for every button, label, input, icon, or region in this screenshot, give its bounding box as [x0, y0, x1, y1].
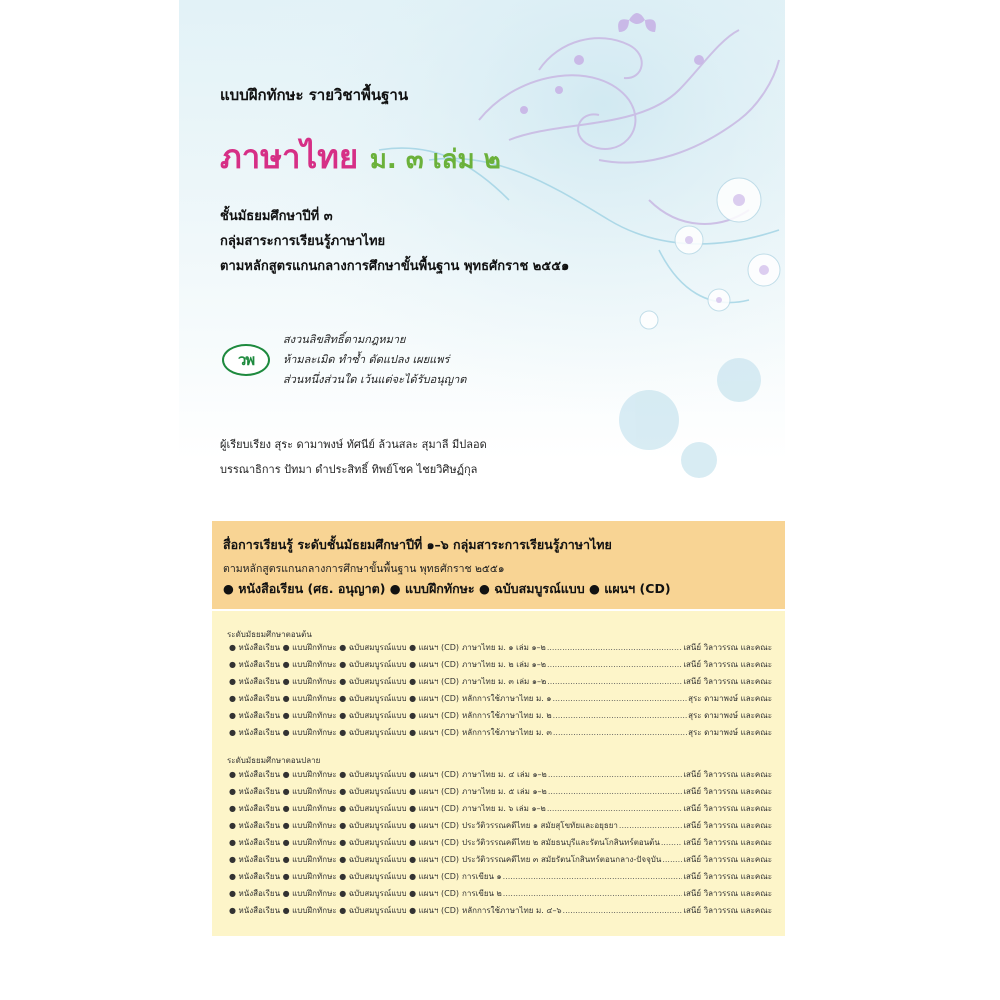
curriculum-line: ตามหลักสูตรแกนกลางการศึกษาขั้นพื้นฐาน พุทธศักราช ๒๕๕๑	[220, 259, 570, 274]
catalog-row-author: เสนีย์ วิลาวรรณ และคณะ	[683, 660, 772, 669]
catalog-row-book: การเขียน ๒	[461, 889, 502, 898]
catalog-row-prefix: ● หนังสือเรียน ● แบบฝึกทักษะ ● ฉบับสมบูรณ์แบบ ● แผนฯ (CD)	[229, 855, 459, 864]
catalog-row	[229, 709, 772, 722]
catalog-row-author: เสนีย์ วิลาวรรณ และคณะ	[683, 906, 772, 915]
copyright-line-1: สงวนลิขสิทธิ์ตามกฎหมาย	[283, 333, 406, 346]
publisher-logo	[222, 344, 270, 376]
catalog-row-book: หลักการใช้ภาษาไทย ม. ๔–๖	[461, 906, 562, 915]
catalog-row-author: สุระ ดามาพงษ์ และคณะ	[688, 711, 772, 720]
catalog-row	[229, 641, 772, 654]
catalog-row-book: ภาษาไทย ม. ๕ เล่ม ๑–๒	[461, 787, 547, 796]
catalog-row-book: ภาษาไทย ม. ๒ เล่ม ๑–๒	[461, 660, 547, 669]
catalog-box	[212, 611, 785, 936]
catalog-row-author: เสนีย์ วิลาวรรณ และคณะ	[683, 677, 772, 686]
leader-dots	[547, 804, 682, 813]
catalog-row-prefix: ● หนังสือเรียน ● แบบฝึกทักษะ ● ฉบับสมบูรณ์แบบ ● แผนฯ (CD)	[229, 677, 459, 686]
catalog-row	[229, 675, 772, 688]
catalog-row-prefix: ● หนังสือเรียน ● แบบฝึกทักษะ ● ฉบับสมบูรณ์แบบ ● แผนฯ (CD)	[229, 872, 459, 881]
leader-dots	[553, 711, 687, 720]
catalog-row-prefix: ● หนังสือเรียน ● แบบฝึกทักษะ ● ฉบับสมบูรณ์แบบ ● แผนฯ (CD)	[229, 643, 459, 652]
title-subject: ภาษาไทย	[220, 137, 359, 176]
catalog-row-book: ประวัติวรรณคดีไทย ๑ สมัยสุโขทัยและอยุธยา	[461, 821, 618, 830]
catalog-row-prefix: ● หนังสือเรียน ● แบบฝึกทักษะ ● ฉบับสมบูรณ์แบบ ● แผนฯ (CD)	[229, 906, 459, 915]
catalog-row-book: ภาษาไทย ม. ๖ เล่ม ๑–๒	[461, 804, 546, 813]
publisher-logo-text: วพ	[237, 351, 255, 369]
catalog-row-prefix: ● หนังสือเรียน ● แบบฝึกทักษะ ● ฉบับสมบูรณ์แบบ ● แผนฯ (CD)	[229, 838, 459, 847]
lower-secondary-heading: ระดับมัธยมศึกษาตอนต้น	[227, 630, 312, 639]
book-cover-page	[179, 0, 785, 1000]
catalog-row-book: ประวัติวรรณคดีไทย ๓ สมัยรัตนโกสินทร์ตอนกลาง-ปัจจุบัน	[461, 855, 662, 864]
catalog-row	[229, 785, 772, 798]
catalog-row-author: สุระ ดามาพงษ์ และคณะ	[688, 694, 772, 703]
catalog-row-prefix: ● หนังสือเรียน ● แบบฝึกทักษะ ● ฉบับสมบูรณ์แบบ ● แผนฯ (CD)	[229, 804, 459, 813]
leader-dots	[503, 872, 683, 881]
catalog-row-prefix: ● หนังสือเรียน ● แบบฝึกทักษะ ● ฉบับสมบูรณ์แบบ ● แผนฯ (CD)	[229, 660, 459, 669]
leader-dots	[662, 855, 682, 864]
subject-group-line: กลุ่มสาระการเรียนรู้ภาษาไทย	[220, 234, 386, 249]
catalog-row-author: เสนีย์ วิลาวรรณ และคณะ	[683, 804, 772, 813]
catalog-row	[229, 819, 772, 832]
upper-secondary-heading: ระดับมัธยมศึกษาตอนปลาย	[227, 756, 321, 765]
copyright-line-3: ส่วนหนึ่งส่วนใด เว้นแต่จะได้รับอนุญาต	[283, 373, 467, 386]
catalog-row-author: เสนีย์ วิลาวรรณ และคณะ	[683, 787, 772, 796]
catalog-row-prefix: ● หนังสือเรียน ● แบบฝึกทักษะ ● ฉบับสมบูรณ์แบบ ● แผนฯ (CD)	[229, 694, 459, 703]
catalog-row-author: เสนีย์ วิลาวรรณ และคณะ	[683, 643, 772, 652]
catalog-row-book: การเขียน ๑	[461, 872, 502, 881]
copyright-line-2: ห้ามละเมิด ทำซ้ำ ดัดแปลง เผยแพร่	[283, 353, 450, 366]
catalog-row-prefix: ● หนังสือเรียน ● แบบฝึกทักษะ ● ฉบับสมบูรณ์แบบ ● แผนฯ (CD)	[229, 770, 459, 779]
catalog-row-author: เสนีย์ วิลาวรรณ และคณะ	[683, 770, 772, 779]
leader-dots	[503, 889, 683, 898]
catalog-row-book: ภาษาไทย ม. ๔ เล่ม ๑–๒	[461, 770, 547, 779]
title-level: ม. ๓ เล่ม ๒	[369, 145, 501, 175]
catalog-row-book: ประวัติวรรณคดีไทย ๒ สมัยธนบุรีและรัตนโกสินทร์ตอนต้น	[461, 838, 660, 847]
catalog-row	[229, 870, 772, 883]
catalog-row-author: เสนีย์ วิลาวรรณ และคณะ	[683, 855, 772, 864]
catalog-row-book: ภาษาไทย ม. ๓ เล่ม ๑–๒	[461, 677, 547, 686]
grade-line: ชั้นมัธยมศึกษาปีที่ ๓	[220, 209, 333, 224]
leader-dots	[619, 821, 682, 830]
catalog-row	[229, 904, 772, 917]
catalog-row-book: ภาษาไทย ม. ๑ เล่ม ๑–๒	[461, 643, 546, 652]
leader-dots	[547, 660, 682, 669]
media-box-items: ● หนังสือเรียน (ศธ. อนุญาต) ● แบบฝึกทักษะ ● ฉบับสมบูรณ์แบบ ● แผนฯ (CD)	[223, 581, 671, 596]
catalog-row	[229, 802, 772, 815]
catalog-row-prefix: ● หนังสือเรียน ● แบบฝึกทักษะ ● ฉบับสมบูรณ์แบบ ● แผนฯ (CD)	[229, 889, 459, 898]
catalog-row	[229, 836, 772, 849]
catalog-row-author: เสนีย์ วิลาวรรณ และคณะ	[683, 872, 772, 881]
catalog-row	[229, 726, 772, 739]
catalog-row-author: สุระ ดามาพงษ์ และคณะ	[688, 728, 772, 737]
catalog-row-author: เสนีย์ วิลาวรรณ และคณะ	[683, 821, 772, 830]
catalog-row-prefix: ● หนังสือเรียน ● แบบฝึกทักษะ ● ฉบับสมบูรณ์แบบ ● แผนฯ (CD)	[229, 711, 459, 720]
series-subtitle: แบบฝึกทักษะ รายวิชาพื้นฐาน	[220, 86, 409, 104]
leader-dots	[548, 770, 683, 779]
media-info-box	[212, 521, 785, 609]
catalog-row	[229, 853, 772, 866]
leader-dots	[661, 838, 682, 847]
authors-line: ผู้เรียบเรียง สุระ ดามาพงษ์ ทัศนีย์ ล้วนสละ สุมาลี มีปลอด	[220, 438, 487, 451]
catalog-row-prefix: ● หนังสือเรียน ● แบบฝึกทักษะ ● ฉบับสมบูรณ์แบบ ● แผนฯ (CD)	[229, 728, 459, 737]
book-title	[220, 135, 501, 182]
editors-line: บรรณาธิการ ปัทมา ดำประสิทธิ์ ทิพย์โชค ไชยวิศิษฏ์กุล	[220, 463, 478, 476]
catalog-row-author: เสนีย์ วิลาวรรณ และคณะ	[683, 889, 772, 898]
catalog-row	[229, 692, 772, 705]
catalog-row-book: หลักการใช้ภาษาไทย ม. ๓	[461, 728, 552, 737]
catalog-row-book: หลักการใช้ภาษาไทย ม. ๒	[461, 711, 552, 720]
leader-dots	[552, 694, 687, 703]
media-box-title: สื่อการเรียนรู้ ระดับชั้นมัธยมศึกษาปีที่ ๑–๖ กลุ่มสาระการเรียนรู้ภาษาไทย	[223, 537, 612, 552]
catalog-row	[229, 658, 772, 671]
catalog-row	[229, 887, 772, 900]
catalog-row-book: หลักการใช้ภาษาไทย ม. ๑	[461, 694, 552, 703]
leader-dots	[547, 643, 682, 652]
leader-dots	[563, 906, 683, 915]
catalog-row	[229, 768, 772, 781]
catalog-row-prefix: ● หนังสือเรียน ● แบบฝึกทักษะ ● ฉบับสมบูรณ์แบบ ● แผนฯ (CD)	[229, 787, 459, 796]
leader-dots	[547, 677, 682, 686]
leader-dots	[548, 787, 683, 796]
catalog-row-prefix: ● หนังสือเรียน ● แบบฝึกทักษะ ● ฉบับสมบูรณ์แบบ ● แผนฯ (CD)	[229, 821, 459, 830]
media-box-subtitle: ตามหลักสูตรแกนกลางการศึกษาขั้นพื้นฐาน พุทธศักราช ๒๕๕๑	[223, 563, 505, 575]
catalog-row-author: เสนีย์ วิลาวรรณ และคณะ	[683, 838, 772, 847]
leader-dots	[553, 728, 687, 737]
